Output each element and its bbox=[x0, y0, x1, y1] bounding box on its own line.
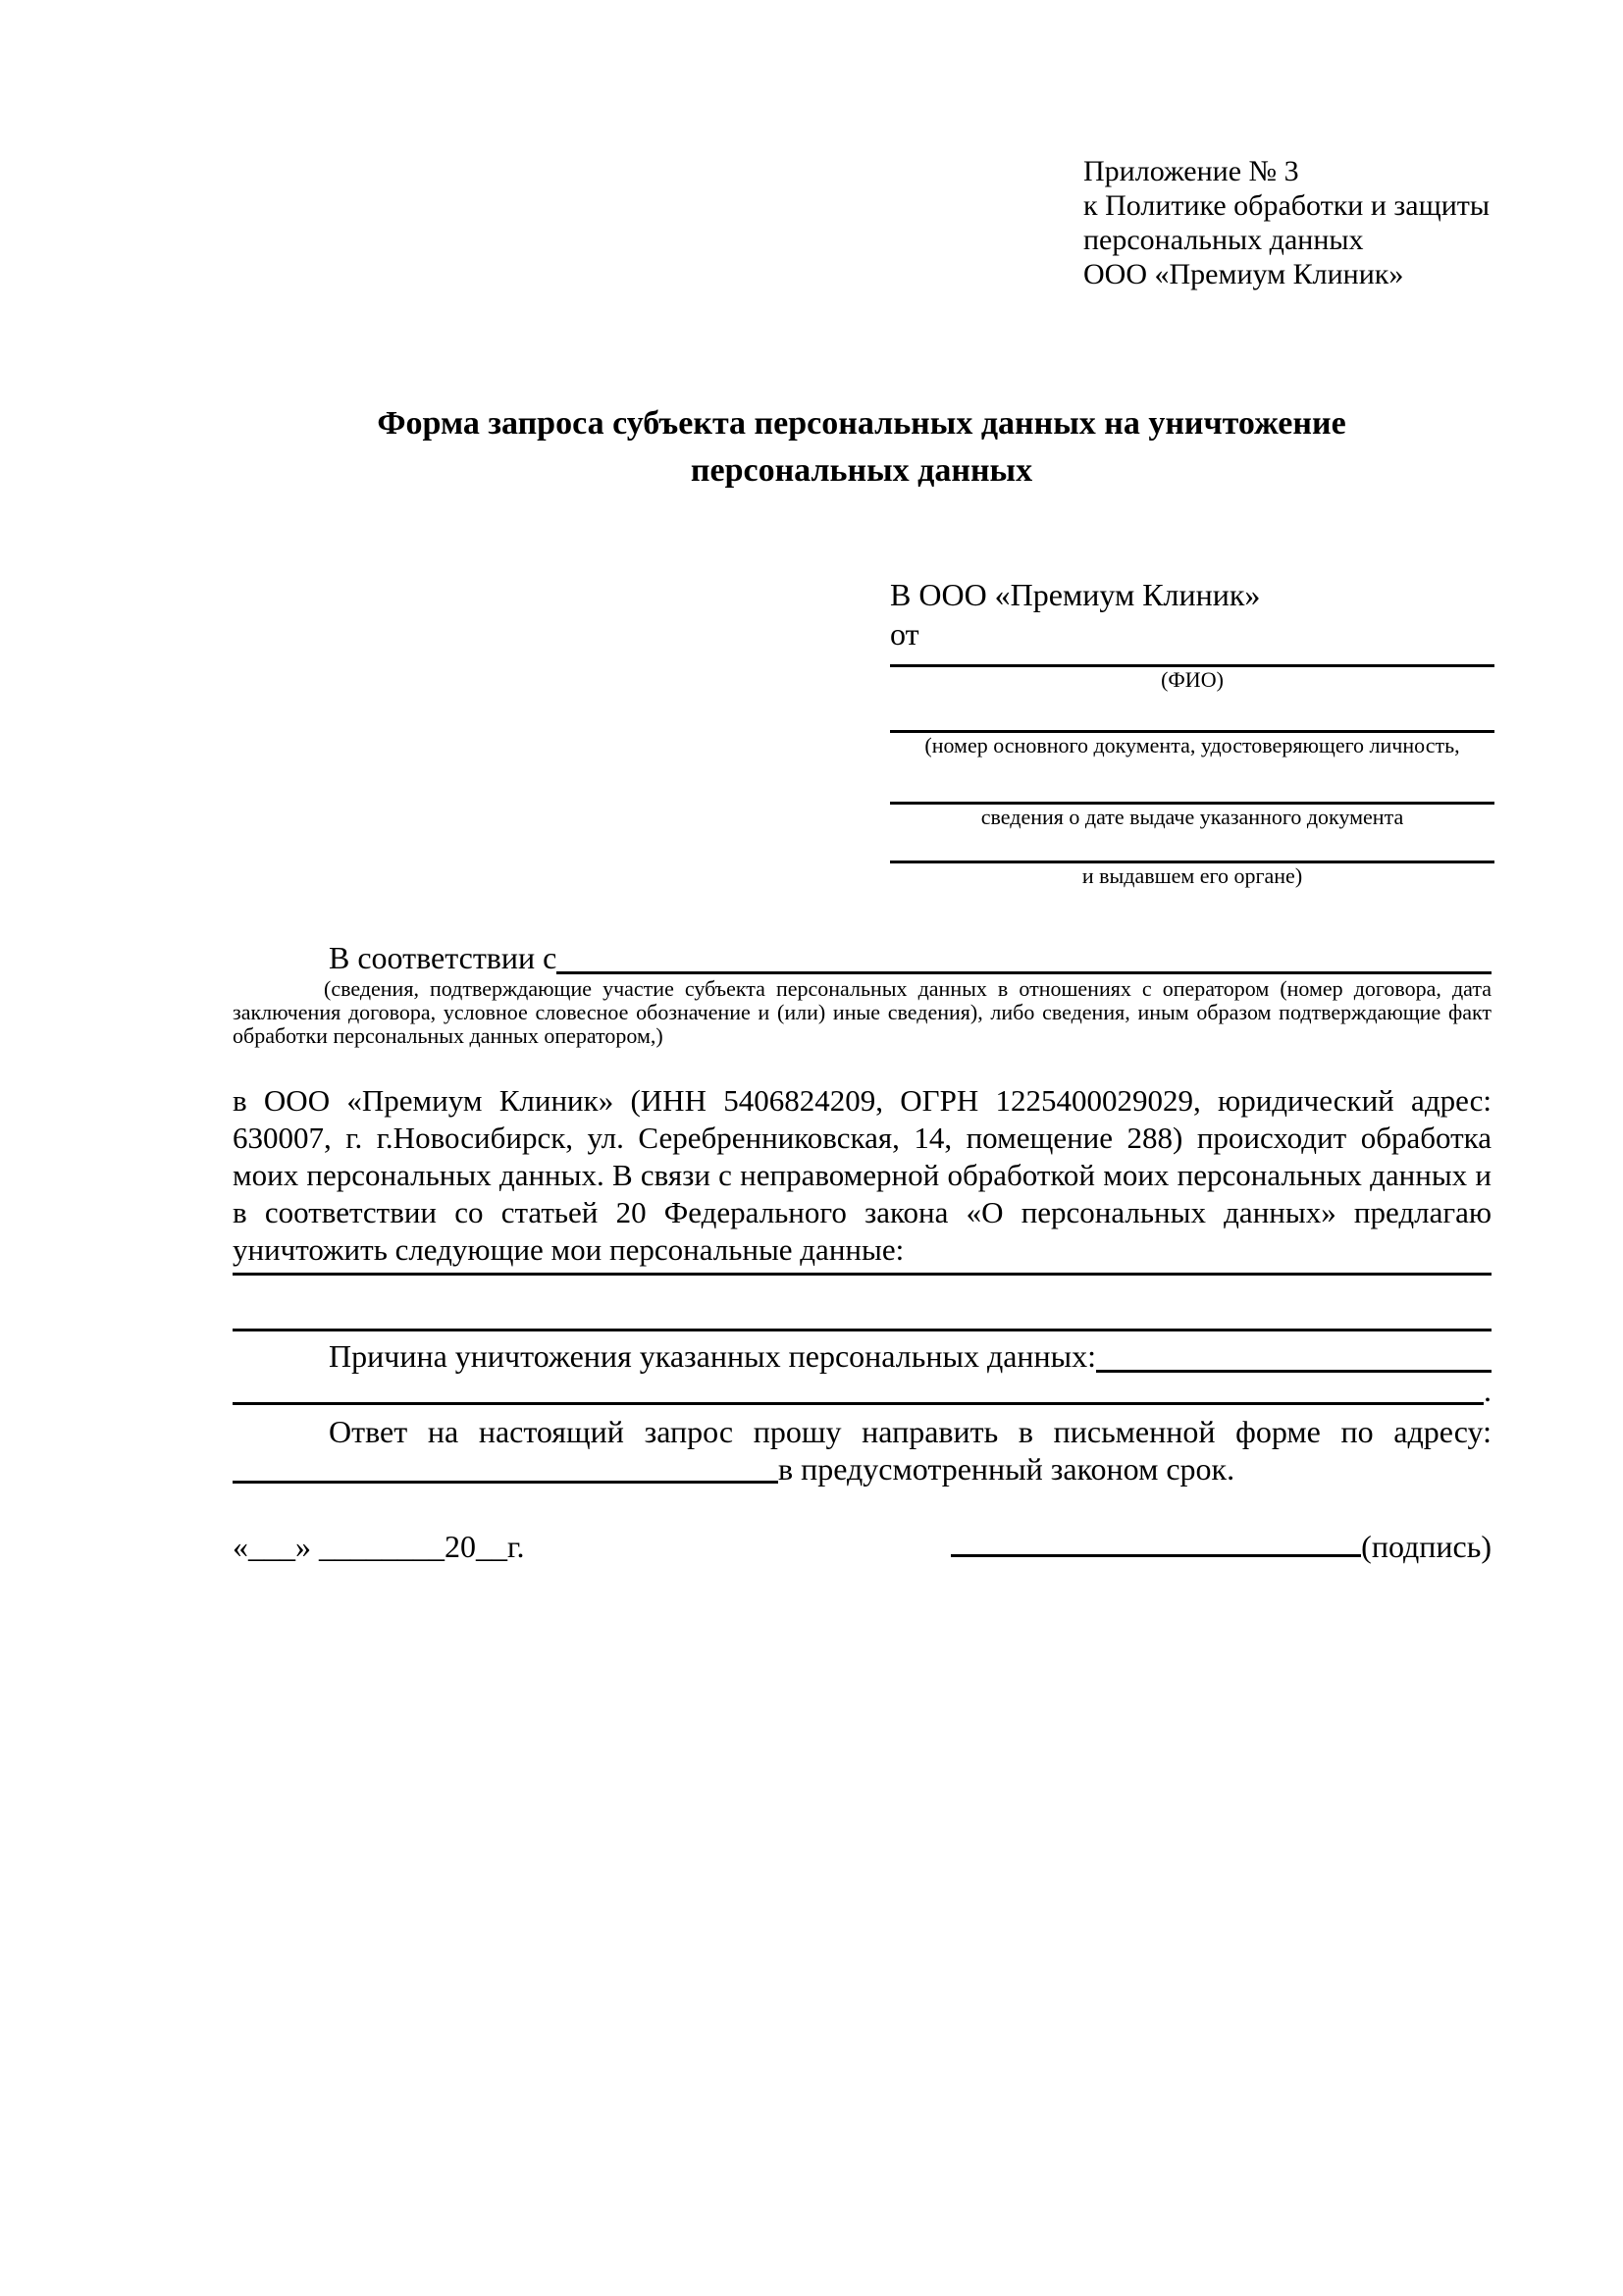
addressee-to: В ООО «Премиум Клиник» bbox=[890, 577, 1261, 612]
issue-date-caption: сведения о дате выдаче указанного документа bbox=[980, 805, 1404, 829]
reason-continuation-line bbox=[233, 1373, 1492, 1408]
answer-request-text: Ответ на настоящий запрос прошу направить в письменной форме по адресу: bbox=[329, 1414, 1492, 1449]
personal-data-writing-line bbox=[233, 1273, 1492, 1276]
address-writing-line bbox=[233, 1481, 778, 1484]
date-placeholder: «___» ________20__г. bbox=[233, 1529, 525, 1564]
reason-row bbox=[233, 1336, 1492, 1376]
date-signature-row bbox=[233, 1527, 1492, 1566]
answer-tail-text: в предусмотренный законом срок. bbox=[778, 1451, 1235, 1487]
sentence-period: . bbox=[1484, 1373, 1492, 1408]
accordance-label: В соответствии с bbox=[329, 940, 557, 975]
signature-writing-line bbox=[951, 1554, 1361, 1557]
accordance-footnote: (сведения, подтверждающие участие субъекта персональных данных в отношениях с оператором (номер договора, дата заключения договора, условное словесное обозначение и (или) иные сведения), либо сведения, иным образом подтверждающие факт обработки персональных данных оператором,) bbox=[233, 976, 1492, 1048]
document-title: Форма запроса субъекта персональных данных на уничтожение персональных данных bbox=[377, 405, 1346, 489]
addressee-from-label: от bbox=[890, 616, 919, 652]
issuing-authority-writing-line bbox=[890, 830, 1494, 863]
appendix-header-line: ООО «Премиум Клиник» bbox=[1083, 258, 1404, 290]
issuing-authority-caption: и выдавшем его органе) bbox=[1081, 863, 1303, 888]
reason-writing-line bbox=[1096, 1370, 1492, 1373]
main-paragraph: в ООО «Премиум Клиник» (ИНН 5406824209, ОГРН 1225400029029, юридический адрес: 630007, г. г.Новосибирск, ул. Серебренниковская, 14, помещение 288) происходит обработка моих персональных данных. В связи с неправомерной обработкой моих персональных данных и в соответствии со статьей 20 Федерального закона «О персональных данных» предлагаю уничтожить следующие мои персональные данные: bbox=[233, 1083, 1492, 1267]
answer-address-row bbox=[233, 1450, 1492, 1487]
appendix-header-line: персональных данных bbox=[1083, 224, 1364, 256]
issue-date-writing-line bbox=[890, 758, 1494, 805]
accordance-row bbox=[233, 938, 1492, 977]
accordance-writing-line bbox=[556, 971, 1492, 974]
reason-writing-line bbox=[233, 1402, 1484, 1405]
fio-writing-line bbox=[890, 653, 1494, 667]
appendix-header-line: к Политике обработки и защиты bbox=[1083, 189, 1491, 222]
addressee-block bbox=[890, 575, 1494, 889]
appendix-header-line: Приложение № 3 bbox=[1083, 155, 1299, 187]
signature-area bbox=[951, 1527, 1492, 1566]
document-number-writing-line bbox=[890, 693, 1494, 733]
reason-label: Причина уничтожения указанных персональных данных: bbox=[329, 1338, 1097, 1374]
appendix-header bbox=[1083, 154, 1490, 291]
fio-caption: (ФИО) bbox=[1161, 667, 1224, 692]
signature-caption: (подпись) bbox=[1361, 1529, 1492, 1564]
document-number-caption: (номер основного документа, удостоверяющего личность, bbox=[924, 733, 1460, 757]
personal-data-writing-line bbox=[233, 1329, 1492, 1331]
